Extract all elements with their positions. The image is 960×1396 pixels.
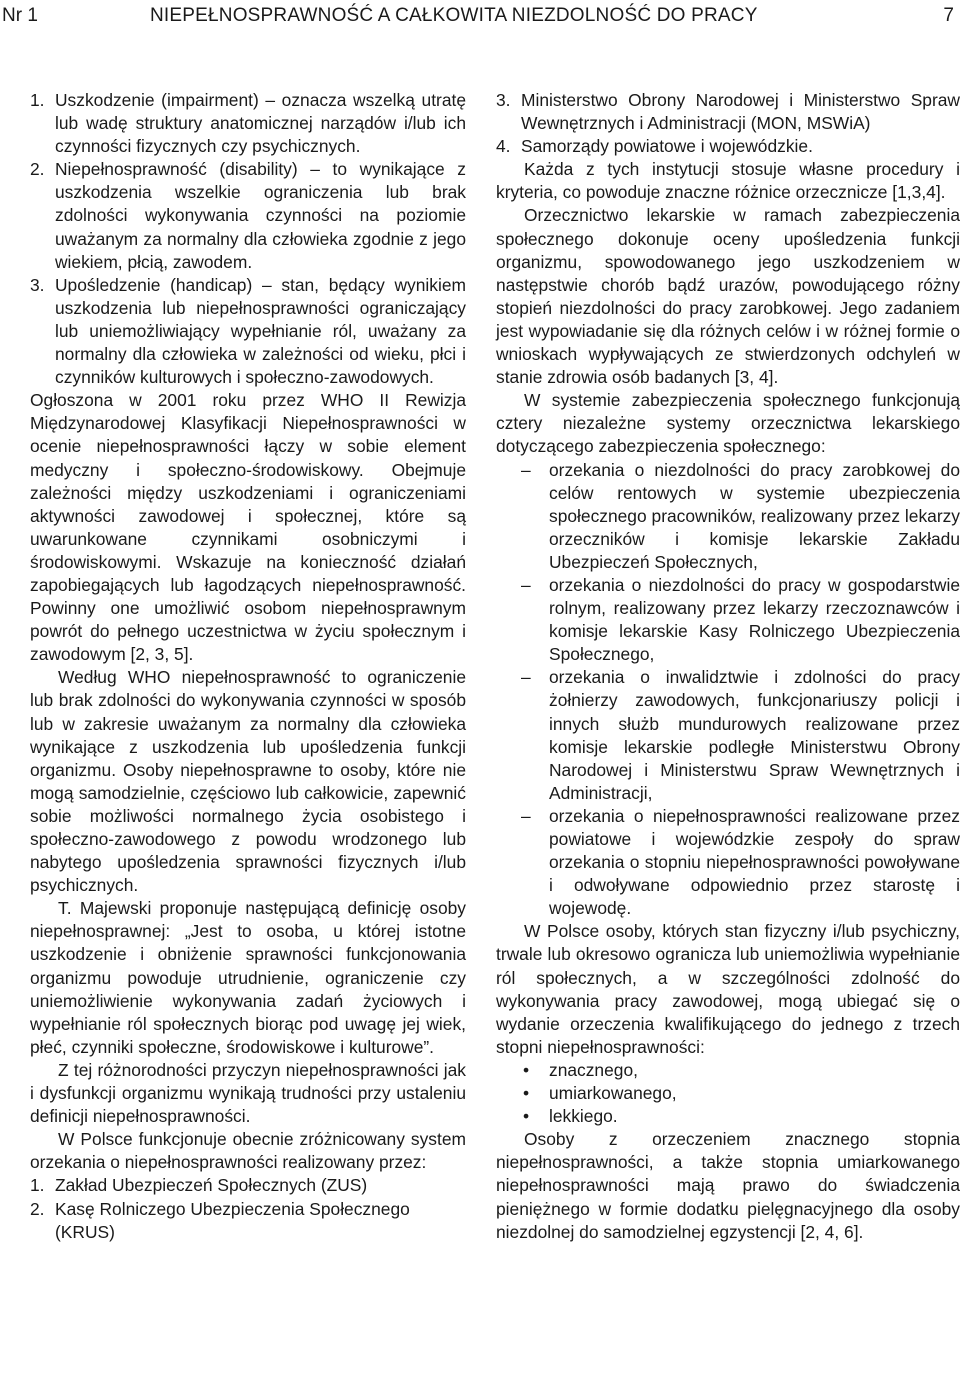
bullet-marker: • xyxy=(523,1083,530,1104)
system-text: orzekania o niepełnosprawności realizowane przez powiatowe i wojewódzkie zespoły do spraw orzekania o stopniu niepełnosprawności powoływane i odwoływane odpowiednio przez starostę i wojewodę. xyxy=(549,805,960,919)
paragraph: Z tej różnorodności przyczyn niepełnosprawności jak i dysfunkcji organizmu wynikają trudności przy ustaleniu definicji niepełnosprawności. xyxy=(30,1059,466,1127)
right-column xyxy=(496,89,960,1244)
paragraph: Według WHO niepełnosprawność to ograniczenie lub brak zdolności do wykonywania czynności w sposób lub w zakresie uważanym za normalny dla człowieka wynikające z uszkodzenia lub upośledzenia funkcji organizmu. Osoby niepełnosprawne to osoby, które nie mogą samodzielnie, częściowo lub całkowicie, zapewnić sobie możliwości normalnego życia osobistego i społeczno-zawodowego z powodu wrodzonego lub nabytego upośledzenia sprawności fizycznych i/lub psychicznych. xyxy=(30,667,466,896)
institution-item xyxy=(496,89,960,135)
degree-text: lekkiego. xyxy=(549,1106,618,1127)
institution-text: Zakład Ubezpieczeń Społecznych (ZUS) xyxy=(55,1175,368,1196)
paragraph: Ogłoszona w 2001 roku przez WHO II Rewizja Międzynarodowej Klasyfikacji Niepełnosprawności w ocenie niepełnosprawności łączy w sobie element medyczny i społeczno-środowiskowy. Obejmuje zależności między uszkodzeniami i ograniczeniami aktywności zawodowej i społecznej, które są uwarunkowane czynnikami osobniczymi i środowiskowymi. Wskazuje na konieczność działań zapobiegających lub łagodzących niepełnosprawność. Powinny one umożliwić osobom niepełnosprawnym powrót do pełnego uczestnictwa w życiu społecznym i zawodowym [2, 3, 5]. xyxy=(30,390,466,665)
degree-item xyxy=(496,1082,960,1105)
institution-number: 1. xyxy=(30,1175,45,1196)
definition-item xyxy=(30,89,466,158)
degree-item xyxy=(496,1059,960,1082)
running-title: NIEPEŁNOSPRAWNOŚĆ A CAŁKOWITA NIEZDOLNOŚĆ DO PRACY xyxy=(150,5,758,26)
paragraph: W Polsce funkcjonuje obecnie zróżnicowany system orzekania o niepełnosprawności realizowany przez: xyxy=(30,1129,466,1173)
dash-marker: – xyxy=(521,805,531,826)
institution-item xyxy=(496,135,960,158)
institution-number: 3. xyxy=(496,90,511,110)
system-text: orzekania o inwalidztwie i zdolności do pracy żołnierzy zawodowych, funkcjonariuszy policji i innych służb mundurowych realizowane przez komisje lekarskie podległe Ministerstwu Obrony Narodowej i Ministerstwu Spraw Wewnętrznych i Administracji, xyxy=(549,667,960,803)
definition-number: 3. xyxy=(30,274,45,295)
institution-number: 2. xyxy=(30,1198,45,1219)
page-number: 7 xyxy=(943,5,954,26)
system-item xyxy=(496,459,960,574)
institution-number: 4. xyxy=(496,136,511,157)
definition-text: Uszkodzenie (impairment) – oznacza wszelką utratę lub wadę struktury anatomicznej narządów i/lub ich czynności fizycznych czy psychicznych. xyxy=(55,90,466,157)
bullet-marker: • xyxy=(523,1106,530,1127)
degree-text: umiarkowanego, xyxy=(549,1083,677,1104)
definition-text: Niepełnosprawność (disability) – to wynikające z uszkodzenia wszelkie ograniczenia lub brak zdolności wykonywania czynności na poziomie uważanym za normalny dla człowieka zgodnie z jego wiekiem, płcią, zawodem. xyxy=(55,159,466,272)
bullet-marker: • xyxy=(523,1059,530,1080)
system-text: orzekania o niezdolności do pracy w gospodarstwie rolnym, realizowany przez lekarzy rzeczoznawców i komisje lekarskie Kasy Rolniczego Ubezpieczenia Społecznego, xyxy=(549,574,960,665)
institution-item xyxy=(30,1198,466,1244)
definition-text: Upośledzenie (handicap) – stan, będący wynikiem uszkodzenia lub niepełnosprawności ograniczający lub uniemożliwiający wypełnianie ról, uważany za normalny dla człowieka w zależności od wieku, płci i czynników kulturowych i społeczno-zawodowych. xyxy=(55,274,466,388)
paragraph: W Polsce osoby, których stan fizyczny i/lub psychiczny, trwale lub okresowo ogranicza lub uniemożliwia wypełnianie ról społecznych, a w szczególności zdolność do wykonywania pracy zawodowej, mogą ubiegać się o wydanie orzeczenia kwalifikującego do jednego z trzech stopni niepełnosprawności: xyxy=(496,921,960,1057)
paragraph: Orzecznictwo lekarskie w ramach zabezpieczenia społecznego dokonuje oceny upośledzenia funkcji organizmu, spowodowanego jego uszkodzeniem w następstwie chorób bądź urazów, powodującego różny stopień niezdolności do pracy zarobkowej. Jego zadaniem jest wypowiadanie się dla różnych celów i w różnej formie o wnioskach wypływających ze stwierdzonych odchyleń w stanie zdrowia osób badanych [3, 4]. xyxy=(496,205,960,388)
system-text: orzekania o niezdolności do pracy zarobkowej do celów rentowych w systemie ubezpieczenia społecznego pracowników, realizowany przez lekarzy orzeczników i komisje lekarskie Zakładu Ubezpieczeń Społecznych, xyxy=(549,459,960,572)
definition-item xyxy=(30,274,466,389)
paragraph: W systemie zabezpieczenia społecznego funkcjonują cztery niezależne systemy orzecznictwa lekarskiego dotyczącego zabezpieczenia społecznego: xyxy=(496,390,960,457)
dash-marker: – xyxy=(521,574,531,595)
definition-number: 2. xyxy=(30,159,45,180)
issue-number: Nr 1 xyxy=(2,5,38,26)
definition-item xyxy=(30,158,466,273)
paragraph: Osoby z orzeczeniem znacznego stopnia niepełnosprawności, a także stopnia umiarkowanego niepełnosprawności mają prawo do świadczenia pieniężnego w formie dodatku pielęgnacyjnego dla osoby niezdolnej do samodzielnej egzystencji [2, 4, 6]. xyxy=(496,1129,960,1242)
degree-item xyxy=(496,1105,960,1128)
dash-marker: – xyxy=(521,459,531,480)
definition-number: 1. xyxy=(30,90,45,110)
system-item xyxy=(496,805,960,920)
left-column xyxy=(30,89,466,1244)
dash-marker: – xyxy=(521,667,531,688)
degree-text: znacznego, xyxy=(549,1059,638,1080)
paragraph: T. Majewski proponuje następującą definicję osoby niepełnosprawnej: „Jest to osoba, u której istotne uszkodzenie i obniżenie sprawności funkcjonowania organizmu powoduje utrudnienie, ograniczenie czy uniemożliwienie wykonywania zadań życiowych i wypełnianie ról społecznych biorąc pod uwagę jej wiek, płeć, czynniki społeczne, środowiskowe i kulturowe”. xyxy=(30,898,466,1057)
institution-text: Kasę Rolniczego Ubezpieczenia Społecznego (KRUS) xyxy=(55,1198,410,1242)
system-item xyxy=(496,666,960,805)
system-item xyxy=(496,574,960,666)
paragraph: Każda z tych instytucji stosuje własne procedury i kryteria, co powoduje znaczne różnice orzecznicze [1,3,4]. xyxy=(496,159,960,203)
institution-text: Samorządy powiatowe i wojewódzkie. xyxy=(521,136,813,157)
institution-text: Ministerstwo Obrony Narodowej i Ministerstwo Spraw Wewnętrznych i Administracji (MON, MSWiA) xyxy=(521,90,960,134)
running-header xyxy=(0,0,960,32)
institution-item xyxy=(30,1174,466,1197)
